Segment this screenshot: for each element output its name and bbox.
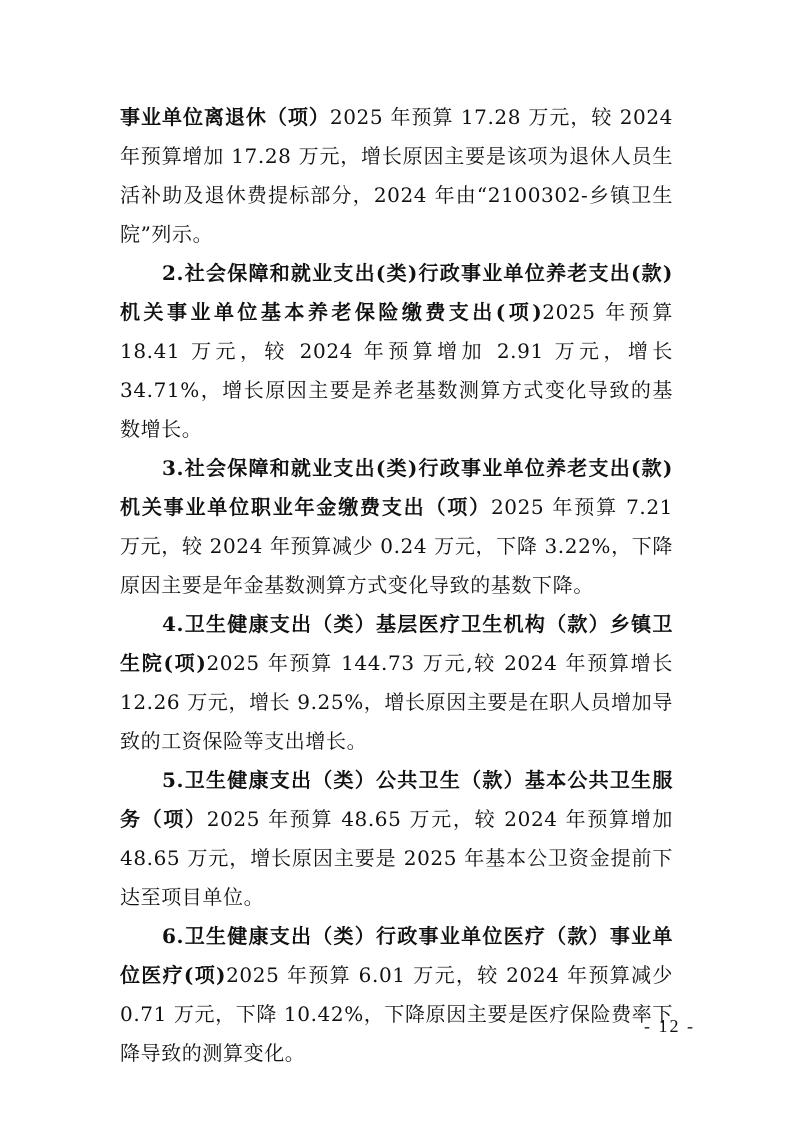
paragraph-2 [120, 254, 673, 449]
paragraph-3-body: 2025 年预算 7.21 万元，较 2024 年预算减少 0.24 万元，下降 3.22%，下降原因主要是年金基数测算方式变化导致的基数下降。 [120, 495, 673, 597]
paragraph-6-body: 2025 年预算 6.01 万元，较 2024 年预算减少 0.71 万元，下降 10.42%，下降原因主要是医疗保险费率下降导致的测算变化。 [120, 963, 674, 1065]
paragraph-2-body: 2025 年预算 18.41 万元，较 2024 年预算增加 2.91 万元，增长 34.71%，增长原因主要是养老基数测算方式变化导致的基数增长。 [120, 300, 673, 441]
paragraph-3-heading: 3.社会保障和就业支出(类)行政事业单位养老支出(款)机关事业单位职业年金缴费支出（项） [120, 456, 673, 519]
paragraph-5-body: 2025 年预算 48.65 万元，较 2024 年预算增加 48.65 万元，增长原因主要是 2025 年基本公卫资金提前下达至项目单位。 [120, 807, 673, 909]
paragraph-5-heading: 5.卫生健康支出（类）公共卫生（款）基本公共卫生服务（项） [120, 768, 673, 831]
paragraph-1-heading: 事业单位离退休（项） [120, 105, 330, 129]
page-number: - 12 - [644, 1016, 695, 1036]
paragraph-3 [120, 449, 673, 605]
paragraph-6 [120, 917, 673, 1073]
paragraph-2-heading: 2.社会保障和就业支出(类)行政事业单位养老支出(款)机关事业单位基本养老保险缴费支出(项) [120, 261, 673, 324]
paragraph-1-body: 2025 年预算 17.28 万元，较 2024 年预算增加 17.28 万元，增长原因主要是该项为退休人员生活补助及退休费提标部分，2024 年由“2100302-乡镇卫生院”列示。 [120, 105, 674, 246]
paragraph-1-continued [120, 98, 673, 254]
paragraph-5 [120, 761, 673, 917]
paragraph-4 [120, 605, 673, 761]
paragraph-4-body: 2025 年预算 144.73 万元,较 2024 年预算增长 12.26 万元，增长 9.25%，增长原因主要是在职人员增加导致的工资保险等支出增长。 [120, 651, 673, 753]
paragraph-4-heading: 4.卫生健康支出（类）基层医疗卫生机构（款）乡镇卫生院(项) [120, 612, 673, 675]
paragraph-6-heading: 6.卫生健康支出（类）行政事业单位医疗（款）事业单位医疗(项) [120, 924, 673, 987]
